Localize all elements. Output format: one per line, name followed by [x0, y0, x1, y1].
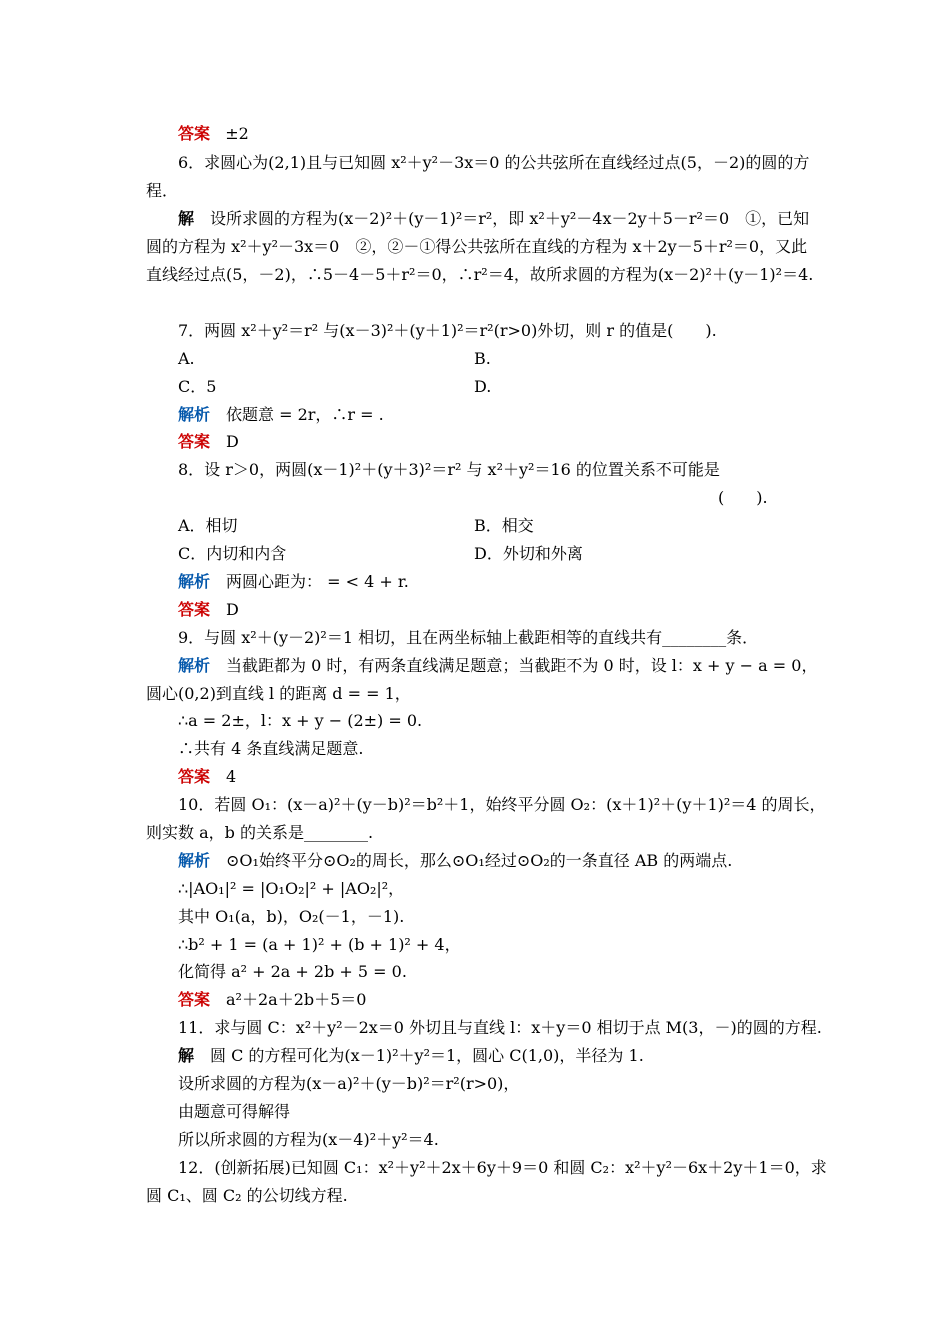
line-text: 则实数 a，b 的关系是________. [146, 823, 374, 842]
line-text: D [210, 600, 239, 619]
text-line [178, 961, 930, 983]
text-line [146, 264, 930, 286]
line-text: D [210, 432, 239, 451]
text-line [178, 710, 930, 732]
section-label: 答案 [178, 990, 211, 1009]
line-text: ∴|AO₁|² = |O₁O₂|² + |AO₂|²， [178, 879, 405, 898]
line-text: 当截距都为 0 时，有两条直线满足题意；当截距不为 0 时，设 l：x + y − a = 0， [210, 656, 818, 675]
line-text: 圆心(0,2)到直线 l 的距离 d = = 1， [146, 684, 411, 703]
labeled-line [178, 989, 930, 1011]
text-line [178, 459, 930, 481]
text-line [718, 487, 930, 509]
labeled-line [178, 655, 930, 677]
line-text: D. [474, 377, 492, 396]
text-line [178, 1017, 930, 1039]
line-text: 4 [210, 767, 237, 786]
text-line [146, 683, 930, 705]
line-text: B．相交 [474, 516, 534, 535]
line-text: 11．求与圆 C：x²＋y²－2x＝0 外切且与直线 l：x＋y＝0 相切于点 M(3，－)的圆的方程. [178, 1018, 822, 1037]
section-label: 答案 [178, 124, 211, 143]
line-text: 其中 O₁(a，b)，O₂(－1，－1). [178, 907, 405, 926]
line-text: C．5 [178, 377, 217, 396]
line-text: 6．求圆心为(2,1)且与已知圆 x²＋y²－3x＝0 的公共弦所在直线经过点(5，－2)的圆的方 [178, 153, 810, 172]
labeled-line [178, 571, 930, 593]
section-label: 解析 [178, 656, 211, 675]
line-text: C．内切和内含 [178, 544, 287, 563]
line-text: 依题意 = 2r，∴r = . [210, 405, 384, 424]
labeled-line [178, 599, 930, 621]
text-line [146, 822, 930, 844]
line-text: 圆的方程为 x²＋y²－3x＝0 ②，②－①得公共弦所在直线的方程为 x＋2y－5＋r²＝0，又此 [146, 237, 808, 256]
line-text: ( ). [718, 488, 768, 507]
line-text: 7．两圆 x²＋y²＝r² 与(x－3)²＋(y＋1)²＝r²(r>0)外切，则 r 的值是( ). [178, 321, 717, 340]
line-text: 圆 C₁、圆 C₂ 的公切线方程. [146, 1186, 348, 1205]
text-line [178, 1157, 930, 1179]
text-line [146, 180, 930, 202]
labeled-line [178, 766, 930, 788]
line-text: 10．若圆 O₁：(x－a)²＋(y－b)²＝b²＋1，始终平分圆 O₂：(x＋1)²＋(y＋1)²＝4 的周长， [178, 795, 826, 814]
labeled-line [178, 1045, 930, 1067]
line-text: D．外切和外离 [474, 544, 583, 563]
line-text: a²＋2a＋2b＋5＝0 [210, 990, 367, 1009]
line-text: ∴b² + 1 = (a + 1)² + (b + 1)² + 4， [178, 935, 461, 954]
section-label: 答案 [178, 767, 211, 786]
section-label: 答案 [178, 600, 211, 619]
text-line [178, 320, 930, 342]
line-text: A. [178, 349, 195, 368]
section-label: 解析 [178, 851, 211, 870]
text-line [178, 1073, 930, 1095]
line-text: 8．设 r＞0，两圆(x－1)²＋(y＋3)²＝r² 与 x²＋y²＝16 的位置关系不可能是 [178, 460, 720, 479]
text-line [178, 1129, 930, 1151]
text-line [146, 236, 930, 258]
line-text: 9．与圆 x²＋(y－2)²＝1 相切，且在两坐标轴上截距相等的直线共有________条． [178, 628, 759, 647]
line-text: A．相切 [178, 516, 238, 535]
text-line [146, 1185, 930, 1207]
section-label: 答案 [178, 432, 211, 451]
labeled-line [178, 404, 930, 426]
line-text: 12．(创新拓展)已知圆 C₁：x²＋y²＋2x＋6y＋9＝0 和圆 C₂：x²＋y²－6x＋2y＋1＝0，求 [178, 1158, 827, 1177]
text-line [474, 543, 930, 565]
text-line [178, 152, 930, 174]
line-text: 设所求圆的方程为(x－2)²＋(y－1)²＝r²，即 x²＋y²－4x－2y＋5－r²＝0 ①，已知 [194, 209, 810, 228]
line-text: 化简得 a² + 2a + 2b + 5 = 0. [178, 962, 407, 981]
line-text: ⊙O₁始终平分⊙O₂的周长，那么⊙O₁经过⊙O₂的一条直径 AB 的两端点. [210, 851, 733, 870]
text-line [178, 1101, 930, 1123]
text-line [178, 738, 930, 760]
text-line [474, 348, 930, 370]
labeled-line [178, 431, 930, 453]
line-text: 设所求圆的方程为(x－a)²＋(y－b)²＝r²(r>0)， [178, 1074, 520, 1093]
line-text: ±2 [210, 124, 249, 143]
line-text: 程． [146, 181, 179, 200]
labeled-line [178, 123, 930, 145]
line-text: 两圆心距为： = < 4 + r. [210, 572, 409, 591]
text-line [178, 878, 930, 900]
section-label: 解析 [178, 572, 211, 591]
line-text: 由题意可得解得 [178, 1102, 291, 1121]
text-line [178, 627, 930, 649]
text-line [178, 794, 930, 816]
line-text: ∴共有 4 条直线满足题意. [178, 739, 364, 758]
line-text: 直线经过点(5，－2)，∴5－4－5＋r²＝0，∴r²＝4，故所求圆的方程为(x－2)²＋(y－1)²＝4. [146, 265, 814, 284]
section-label: 解 [178, 1046, 195, 1065]
labeled-line [178, 850, 930, 872]
text-line [474, 376, 930, 398]
section-label: 解析 [178, 405, 211, 424]
line-text: B. [474, 349, 491, 368]
text-line [178, 906, 930, 928]
line-text: ∴a = 2±，l：x + y − (2±) = 0. [178, 711, 423, 730]
section-label: 解 [178, 209, 195, 228]
text-line [178, 934, 930, 956]
line-text: 所以所求圆的方程为(x－4)²＋y²＝4. [178, 1130, 439, 1149]
labeled-line [178, 208, 930, 230]
line-text: 圆 C 的方程可化为(x－1)²＋y²＝1，圆心 C(1,0)，半径为 1. [194, 1046, 644, 1065]
text-line [474, 515, 930, 537]
